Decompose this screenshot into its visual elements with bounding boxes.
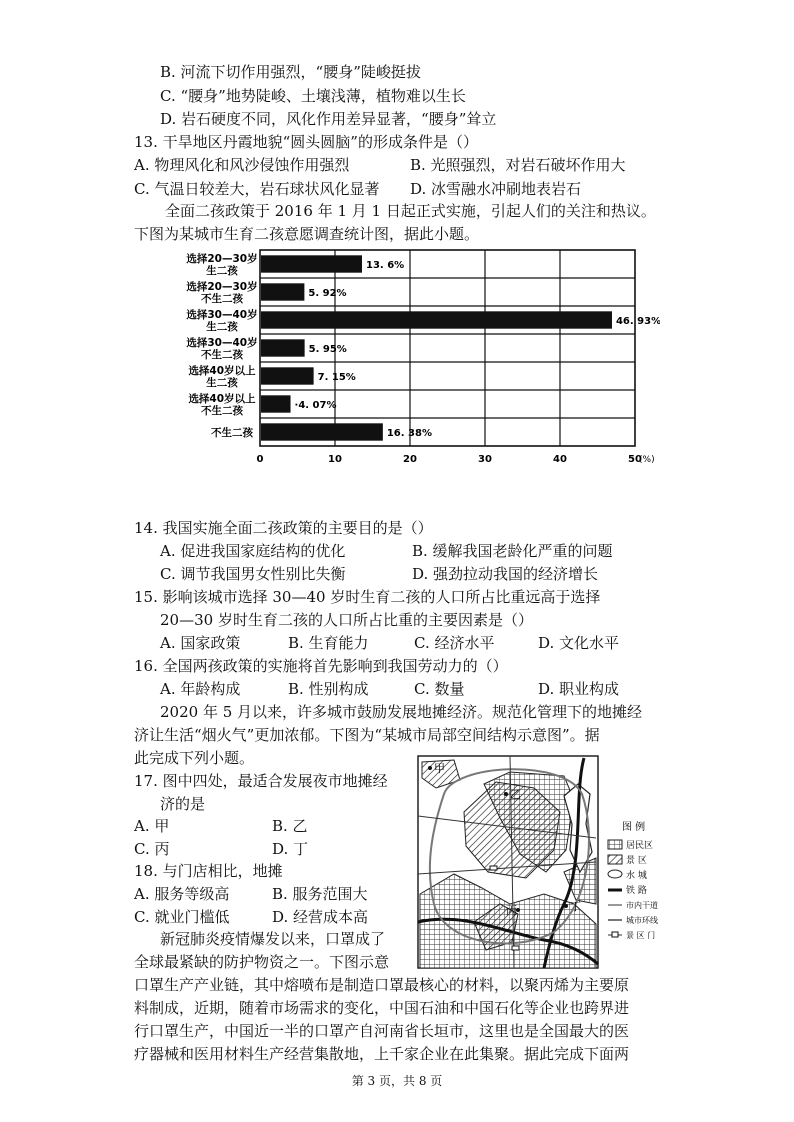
q14-option-b: B. 缓解我国老龄化严重的问题 [412, 542, 613, 560]
data-label: 5. 92% [308, 288, 347, 299]
q17-stem-line2: 济的是 [160, 795, 206, 813]
data-label: 46. 93% [615, 316, 660, 327]
intro2-line3: 此完成下列小题。 [134, 749, 255, 767]
q17-option-d: D. 丁 [272, 840, 309, 858]
q13-option-d: D. 冰雪融水冲刷地表岩石 [410, 180, 582, 198]
q16-stem: 16. 全国两孩政策的实施将首先影响到我国劳动力的（） [134, 657, 508, 675]
category-label-line2: 生二孩 [206, 377, 238, 389]
intro1-line2: 下图为某城市生育二孩意愿调查统计图，据此小题。 [134, 225, 480, 243]
q17-stem-line1: 17. 图中四处，最适合发展夜市地摊经 [134, 772, 388, 790]
x-tick-label: 50 [628, 454, 642, 465]
legend-ring: 城市环线 [626, 916, 658, 925]
legend-water-swatch [608, 870, 622, 878]
q12-option-c: C. “腰身”地势陡峻、土壤浅薄，植物难以生长 [160, 87, 466, 105]
q12-option-d: D. 岩石硬度不同，风化作用差异显著，“腰身”耸立 [160, 110, 497, 128]
marker-jia [428, 766, 432, 770]
x-unit-label: (%) [639, 455, 655, 465]
legend-scenic: 景 区 [626, 856, 647, 866]
x-tick-label: 40 [553, 454, 567, 465]
intro3-line6: 疗器械和医用材料生产经营集散地，上千家企业在此集聚。据此完成下面两 [134, 1045, 630, 1063]
q18-option-d: D. 经营成本高 [272, 908, 369, 926]
q14-option-d: D. 强劲拉动我国的经济增长 [412, 565, 599, 583]
bar [261, 311, 612, 328]
intro2-line1: 2020 年 5 月以来，许多城市鼓励发展地摊经济。规范化管理下的地摊经 [160, 703, 643, 721]
category-label-line1: 选择30—40岁 [186, 309, 258, 321]
q18-stem: 18. 与门店相比，地摊 [134, 862, 283, 880]
place-bing: 丙 [506, 904, 517, 917]
q16-option-a: A. 年龄构成 [160, 680, 241, 698]
q14-option-a: A. 促进我国家庭结构的优化 [160, 542, 346, 560]
legend-scenic-swatch [608, 855, 622, 864]
q18-option-b: B. 服务范围大 [272, 885, 368, 903]
intro3-line1: 新冠肺炎疫情爆发以来，口罩成了 [160, 930, 386, 948]
intro3-line4: 料制成，近期，随着市场需求的变化，中国石油和中国石化等企业也跨界进 [134, 999, 630, 1017]
scenic-gate-1 [490, 866, 497, 870]
place-yi: 乙 [510, 788, 521, 801]
q15-option-a: A. 国家政策 [160, 634, 241, 652]
q17-option-c: C. 丙 [134, 840, 170, 858]
category-label-line1: 选择40岁以上 [188, 365, 256, 377]
bar [261, 255, 362, 272]
bar [261, 367, 314, 384]
marker-yi [504, 792, 508, 796]
legend-gate: 景 区 门 [626, 931, 656, 940]
marker-ding [564, 904, 568, 908]
intro3-line3: 口罩生产产业链，其中熔喷布是制造口罩最核心的材料，以聚丙烯为主要原 [134, 976, 630, 994]
q13-option-a: A. 物理风化和风沙侵蚀作用强烈 [134, 156, 350, 174]
q13-stem: 13. 干旱地区丹霞地貌“圆头圆脑”的形成条件是（） [134, 133, 478, 151]
legend-residential: 居民区 [626, 841, 654, 851]
q14-stem: 14. 我国实施全面二孩政策的主要目的是（） [134, 519, 433, 537]
category-label-line2: 不生二孩 [201, 405, 243, 417]
q17-option-a: A. 甲 [134, 817, 170, 835]
category-label-line2: 生二孩 [206, 321, 238, 333]
category-label-line2: 不生二孩 [201, 349, 243, 361]
legend-water: 水 城 [626, 871, 647, 881]
category-label-line1: 选择20—30岁 [186, 253, 258, 265]
bar [261, 395, 291, 412]
place-jia: 甲 [434, 762, 445, 775]
x-tick-label: 30 [478, 454, 492, 465]
q18-option-a: A. 服务等级高 [134, 885, 230, 903]
intro2-line2: 济让生活“烟火气”更加浓郁。下图为“某城市局部空间结构示意图”。据 [134, 726, 600, 744]
legend-arterial: 市内干道 [626, 901, 658, 910]
data-label: 5. 95% [308, 344, 347, 355]
category-label-line2: 不生二孩 [201, 293, 243, 305]
q13-option-b: B. 光照强烈，对岩石破坏作用大 [410, 156, 626, 174]
q15-option-b: B. 生育能力 [288, 634, 369, 652]
bar [261, 283, 304, 300]
q15-option-c: C. 经济水平 [414, 634, 495, 652]
intro3-line2: 全球最紧缺的防护物资之一。下图示意 [134, 953, 390, 971]
category-label: 不生二孩 [211, 427, 253, 439]
scenic-gate-2 [512, 946, 519, 950]
category-label-line1: 选择40岁以上 [188, 393, 256, 405]
q14-option-c: C. 调节我国男女性别比失衡 [160, 565, 346, 583]
map-svg [414, 754, 676, 974]
x-tick-label: 0 [256, 454, 264, 465]
legend-gate-swatch [612, 932, 618, 937]
q12-option-b: B. 河流下切作用强烈，“腰身”陡峻挺拔 [160, 63, 421, 81]
q15-stem-line1: 15. 影响该城市选择 30—40 岁时生育二孩的人口所占比重远高于选择 [134, 588, 601, 606]
q16-option-c: C. 数量 [414, 680, 465, 698]
place-ding: 丁 [570, 900, 581, 913]
legend-title: 图 例 [622, 822, 646, 833]
q16-option-d: D. 职业构成 [538, 680, 620, 698]
category-label-line2: 生二孩 [206, 265, 238, 277]
survey-bar-chart [150, 246, 660, 466]
legend-railway: 铁 路 [626, 886, 647, 896]
chart-svg [150, 246, 660, 466]
x-tick-label: 20 [403, 454, 417, 465]
q13-option-c: C. 气温日较差大，岩石球状风化显著 [134, 180, 380, 198]
category-label-line1: 选择30—40岁 [186, 337, 258, 349]
q18-option-c: C. 就业门槛低 [134, 908, 230, 926]
city-structure-map [414, 754, 676, 974]
data-label: 13. 6% [366, 260, 405, 271]
page-footer: 第 3 页，共 8 页 [351, 1074, 443, 1088]
x-tick-label: 10 [328, 454, 342, 465]
data-label: 16. 38% [386, 428, 432, 439]
intro3-line5: 行口罩生产，中国近一半的口罩产自河南省长垣市，这里也是全国最大的医 [134, 1022, 630, 1040]
bar [261, 423, 383, 440]
q15-stem-line2: 20—30 岁时生育二孩的人口所占比重的主要因素是（） [160, 611, 533, 629]
legend-residential-swatch [608, 840, 622, 849]
bar [261, 339, 305, 356]
category-label-line1: 选择20—30岁 [186, 281, 258, 293]
q15-option-d: D. 文化水平 [538, 634, 620, 652]
data-label: ·4. 07% [294, 400, 337, 411]
data-label: 7. 15% [317, 372, 356, 383]
q17-option-b: B. 乙 [272, 817, 308, 835]
q16-option-b: B. 性别构成 [288, 680, 369, 698]
intro1-line1: 全面二孩政策于 2016 年 1 月 1 日起正式实施，引起人们的关注和热议。 [165, 202, 656, 220]
